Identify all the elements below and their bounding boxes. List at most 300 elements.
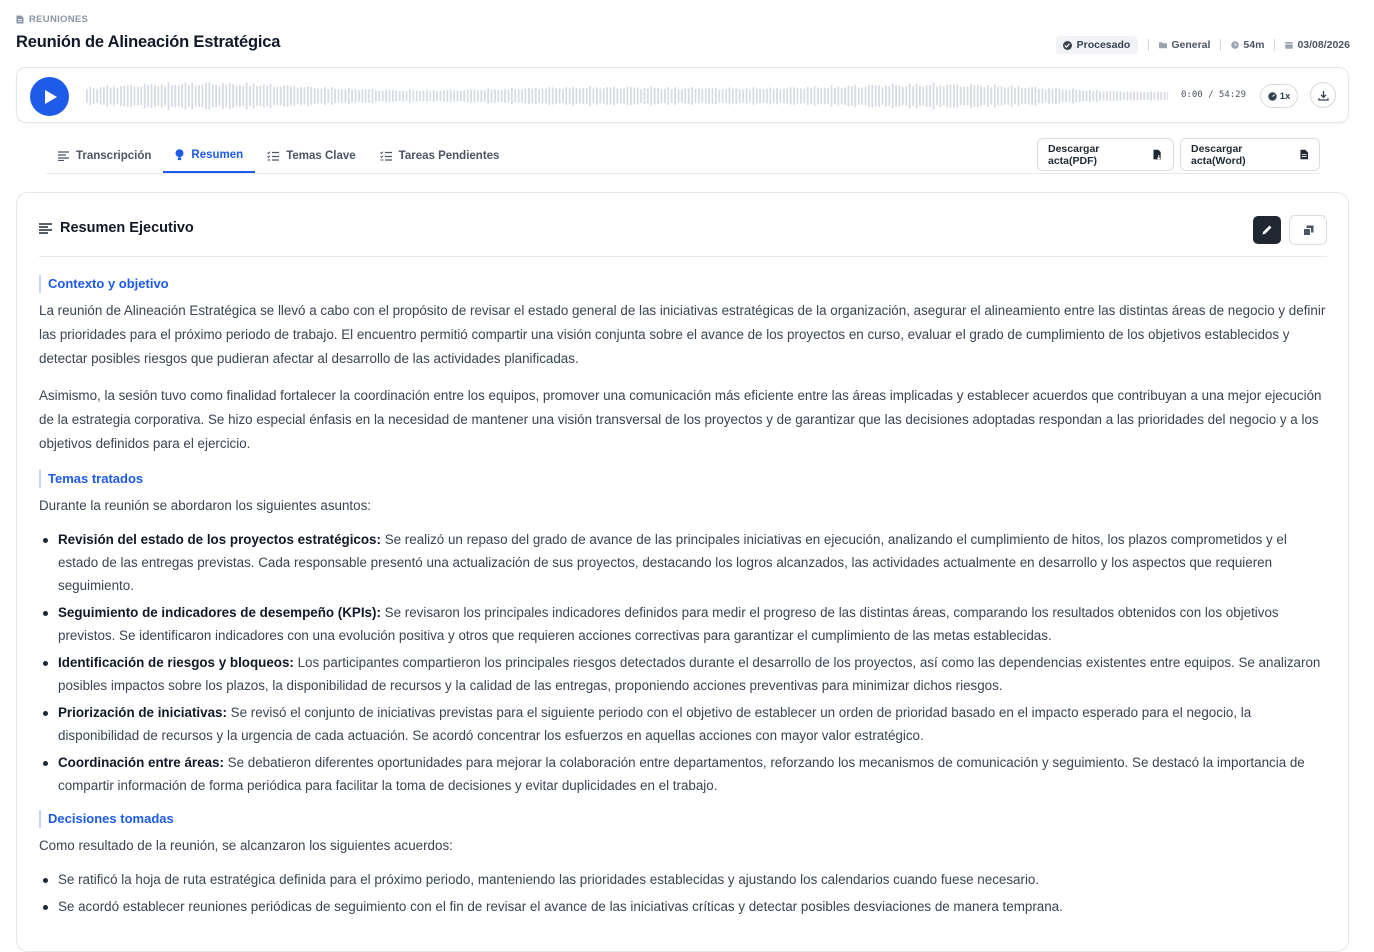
waveform-bar: [222, 83, 224, 109]
divider: [1220, 39, 1221, 51]
waveform-bar: [837, 86, 839, 106]
waveform-bar: [939, 85, 941, 108]
waveform-bar: [827, 88, 829, 104]
tab-transcripcion[interactable]: [46, 138, 163, 173]
list-item: [39, 868, 1329, 891]
waveform-bar: [1096, 90, 1098, 103]
waveform-bar: [1089, 90, 1091, 102]
waveform-bar: [882, 87, 884, 105]
waveform-bar: [151, 84, 153, 108]
tab-label: Transcripción: [76, 149, 152, 162]
waveform-bar: [973, 85, 975, 107]
waveform-bar: [695, 89, 697, 103]
waveform-bar: [1021, 88, 1023, 104]
waveform-bar: [718, 89, 720, 103]
waveform-bar: [1055, 88, 1057, 104]
date-meta: [1285, 39, 1350, 51]
waveform-bar: [501, 90, 503, 103]
waveform-bar: [239, 85, 241, 107]
waveform-bar: [926, 85, 928, 107]
waveform-bar: [946, 85, 948, 108]
waveform-bar: [919, 86, 921, 107]
waveform-bar: [579, 89, 581, 104]
waveform-bar: [905, 86, 907, 106]
waveform-bar: [137, 87, 139, 106]
waveform-bar: [650, 86, 652, 105]
item-text: Se ratificó la hoja de ruta estratégica definida para el próximo periodo, manteniendo las prioridades establecidas y ajustando los calendarios cuando fuese necesario.: [58, 872, 1040, 887]
waveform-bar: [824, 87, 826, 104]
edit-button[interactable]: [1253, 216, 1281, 244]
waveform-bar: [810, 88, 812, 105]
status-badge: [1056, 36, 1139, 54]
audio-waveform[interactable]: [85, 82, 1168, 110]
waveform-bar: [800, 88, 802, 104]
waveform-bar: [851, 87, 853, 106]
audio-player: [16, 67, 1349, 123]
waveform-bar: [225, 84, 227, 107]
time-display: 0:00 / 54:29: [1181, 90, 1247, 100]
waveform-bar: [817, 87, 819, 105]
waveform-bar: [110, 88, 112, 105]
summary-header: [39, 220, 194, 236]
duration-label: 54m: [1243, 39, 1265, 51]
waveform-bar: [746, 88, 748, 104]
download-word-button[interactable]: [1180, 138, 1320, 171]
waveform-bar: [419, 91, 421, 101]
lines-icon: [58, 151, 69, 161]
waveform-bar: [1072, 89, 1074, 104]
waveform-bar: [433, 90, 435, 103]
waveform-bar: [603, 88, 605, 105]
view-tabs: [46, 138, 511, 174]
waveform-bar: [848, 86, 850, 107]
waveform-bar: [154, 85, 156, 107]
tab-temas-clave[interactable]: [255, 138, 367, 173]
waveform-bar: [181, 84, 183, 108]
waveform-bar: [708, 88, 710, 104]
waveform-bar: [497, 90, 499, 103]
tabs-divider: [46, 173, 1320, 174]
waveform-bar: [582, 88, 584, 105]
calendar-icon: [1285, 41, 1293, 49]
waveform-bar: [178, 85, 180, 106]
waveform-bar: [759, 89, 761, 103]
waveform-bar: [276, 87, 278, 106]
waveform-bar: [820, 88, 822, 104]
waveform-bar: [664, 88, 666, 103]
waveform-bar: [596, 87, 598, 105]
waveform-bar: [674, 87, 676, 105]
copy-icon: [1303, 225, 1314, 236]
copy-button[interactable]: [1289, 215, 1327, 245]
waveform-bar: [1140, 92, 1142, 101]
waveform-bar: [144, 83, 146, 108]
waveform-bar: [242, 86, 244, 107]
list-item: [39, 895, 1329, 918]
waveform-bar: [1150, 91, 1152, 101]
waveform-bar: [508, 89, 510, 102]
item-lead: Priorización de iniciativas:: [58, 705, 227, 720]
summary-content: [39, 275, 1329, 922]
waveform-bar: [208, 82, 210, 110]
speed-label: 1x: [1279, 90, 1291, 102]
waveform-bar: [552, 87, 554, 105]
waveform-bar: [453, 90, 455, 101]
waveform-bar: [616, 89, 618, 104]
waveform-bar: [504, 89, 506, 104]
waveform-bar: [436, 91, 438, 101]
waveform-bar: [933, 83, 935, 110]
waveform-bar: [640, 89, 642, 104]
waveform-bar: [749, 89, 751, 103]
waveform-bar: [790, 87, 792, 105]
waveform-bar: [994, 84, 996, 108]
waveform-bar: [270, 83, 272, 108]
waveform-bar: [1075, 90, 1077, 102]
waveform-bar: [426, 90, 428, 103]
waveform-bar: [589, 86, 591, 106]
waveform-bar: [212, 84, 214, 107]
waveform-bar: [1041, 88, 1043, 103]
waveform-bar: [667, 87, 669, 106]
waveform-bar: [423, 91, 425, 102]
list-item: [39, 701, 1329, 747]
waveform-bar: [113, 86, 115, 105]
waveform-bar: [844, 87, 846, 105]
document-icon: [16, 15, 24, 24]
waveform-bar: [1126, 92, 1128, 101]
word-file-icon: [1300, 149, 1309, 160]
waveform-bar: [1011, 85, 1013, 107]
list-item: [39, 601, 1329, 647]
waveform-bar: [174, 85, 176, 108]
waveform-bar: [562, 89, 564, 104]
waveform-bar: [987, 85, 989, 107]
waveform-bar: [351, 90, 353, 103]
waveform-bar: [871, 85, 873, 108]
waveform-bar: [416, 91, 418, 102]
waveform-bar: [803, 89, 805, 104]
waveform-bar: [902, 87, 904, 106]
waveform-bar: [467, 90, 469, 102]
waveform-bar: [443, 90, 445, 101]
waveform-bar: [334, 89, 336, 104]
waveform-bar: [331, 87, 333, 105]
waveform-bar: [657, 88, 659, 104]
waveform-bar: [1024, 88, 1026, 104]
waveform-bar: [1065, 90, 1067, 103]
waveform-bar: [1154, 92, 1156, 100]
waveform-bar: [586, 88, 588, 104]
waveform-bar: [929, 85, 931, 107]
waveform-bar: [283, 85, 285, 107]
waveform-bar: [953, 84, 955, 108]
waveform-bar: [559, 89, 561, 104]
waveform-bar: [375, 90, 377, 101]
waveform-bar: [831, 85, 833, 107]
waveform-bar: [463, 90, 465, 103]
waveform-bar: [555, 88, 557, 104]
waveform-bar: [304, 87, 306, 104]
waveform-bar: [198, 85, 200, 107]
download-audio-button[interactable]: [1310, 82, 1336, 108]
waveform-bar: [1157, 91, 1159, 101]
waveform-bar: [440, 91, 442, 102]
waveform-bar: [963, 86, 965, 105]
waveform-bar: [134, 87, 136, 106]
waveform-bar: [314, 88, 316, 105]
waveform-bar: [474, 89, 476, 102]
waveform-bar: [732, 89, 734, 104]
waveform-bar: [372, 89, 374, 103]
waveform-bar: [630, 87, 632, 105]
waveform-bar: [899, 85, 901, 106]
waveform-bar: [950, 84, 952, 108]
waveform-bar: [229, 83, 231, 110]
waveform-bar: [834, 88, 836, 105]
waveform-bar: [195, 86, 197, 107]
list-item: [39, 651, 1329, 697]
waveform-bar: [620, 89, 622, 104]
waveform-bar: [763, 89, 765, 103]
waveform-bar: [766, 88, 768, 103]
waveform-bar: [202, 84, 204, 108]
waveform-bar: [1045, 89, 1047, 103]
waveform-bar: [205, 83, 207, 110]
waveform-bar: [1137, 91, 1139, 100]
section-title: Contexto y objetivo: [39, 275, 1329, 293]
waveform-bar: [392, 90, 394, 102]
waveform-bar: [535, 88, 537, 105]
waveform-bar: [1113, 91, 1115, 102]
waveform-bar: [644, 87, 646, 104]
waveform-bar: [324, 87, 326, 106]
waveform-bar: [967, 86, 969, 105]
waveform-bar: [637, 88, 639, 105]
waveform-bar: [627, 87, 629, 106]
waveform-bar: [280, 87, 282, 106]
waveform-bar: [735, 88, 737, 104]
waveform-bar: [521, 89, 523, 103]
tab-label: Resumen: [191, 148, 244, 161]
waveform-bar: [382, 90, 384, 101]
waveform-bar: [1109, 91, 1111, 101]
waveform-bar: [1052, 89, 1054, 104]
waveform-bar: [460, 91, 462, 102]
waveform-bar: [511, 88, 513, 105]
tab-resumen[interactable]: [163, 138, 255, 173]
waveform-bar: [1048, 88, 1050, 104]
waveform-bar: [1143, 92, 1145, 100]
waveform-bar: [518, 89, 520, 103]
waveform-bar: [610, 87, 612, 105]
playback-speed-button[interactable]: [1260, 84, 1298, 108]
waveform-bar: [327, 89, 329, 104]
item-lead: Seguimiento de indicadores de desempeño (KPIs):: [58, 605, 381, 620]
waveform-bar: [742, 89, 744, 103]
waveform-bar: [1116, 91, 1118, 101]
waveform-bar: [576, 88, 578, 105]
waveform-bar: [484, 90, 486, 102]
card-divider: [39, 256, 1327, 257]
waveform-bar: [89, 86, 91, 105]
waveform-bar: [729, 87, 731, 104]
waveform-bar: [623, 88, 625, 104]
summary-heading: Resumen Ejecutivo: [60, 220, 194, 236]
waveform-bar: [722, 89, 724, 103]
waveform-bar: [171, 85, 173, 107]
waveform-bar: [1092, 91, 1094, 102]
waveform-bar: [365, 89, 367, 103]
waveform-bar: [1106, 91, 1108, 101]
waveform-bar: [348, 88, 350, 105]
waveform-bar: [1004, 87, 1006, 104]
play-icon: [45, 90, 57, 104]
waveform-bar: [756, 89, 758, 103]
waveform-bar: [106, 85, 108, 107]
waveform-bar: [647, 89, 649, 104]
waveform-bar: [1058, 89, 1060, 104]
waveform-bar: [450, 89, 452, 102]
waveform-bar: [1038, 88, 1040, 103]
waveform-bar: [378, 91, 380, 102]
waveform-bar: [236, 86, 238, 107]
waveform-bar: [776, 88, 778, 105]
waveform-bar: [661, 89, 663, 103]
waveform-bar: [780, 89, 782, 103]
waveform-bar: [259, 86, 261, 107]
waveform-bar: [446, 90, 448, 102]
waveform-bar: [868, 85, 870, 107]
waveform-bar: [219, 86, 221, 106]
waveform-bar: [130, 85, 132, 108]
waveform-bar: [117, 88, 119, 105]
waveform-bar: [487, 88, 489, 103]
gauge-icon: [1268, 92, 1277, 101]
tab-tareas-pendientes[interactable]: [368, 138, 512, 173]
waveform-bar: [531, 89, 533, 104]
topics-list: [39, 528, 1329, 797]
download-icon: [1318, 90, 1329, 101]
waveform-bar: [147, 85, 149, 107]
waveform-bar: [470, 89, 472, 103]
waveform-bar: [712, 88, 714, 104]
waveform-bar: [1099, 91, 1101, 101]
waveform-bar: [266, 86, 268, 107]
waveform-bar: [1167, 92, 1168, 101]
waveform-bar: [769, 87, 771, 105]
waveform-bar: [86, 89, 88, 103]
waveform-bar: [1028, 88, 1030, 105]
waveform-bar: [678, 89, 680, 104]
status-label: Procesado: [1076, 39, 1131, 51]
waveform-bar: [977, 85, 979, 107]
waveform-bar: [814, 86, 816, 106]
waveform-bar: [681, 89, 683, 103]
checklist-icon: [380, 151, 392, 161]
waveform-bar: [293, 86, 295, 106]
waveform-bar: [606, 87, 608, 105]
waveform-bar: [368, 89, 370, 103]
waveform-bar: [100, 87, 102, 105]
pdf-file-icon: [1153, 149, 1163, 160]
waveform-bar: [361, 89, 363, 102]
waveform-bar: [1130, 92, 1132, 101]
waveform-bar: [875, 85, 877, 106]
checklist-icon: [267, 151, 279, 161]
page-title: Reunión de Alineación Estratégica: [16, 33, 281, 51]
waveform-bar: [307, 86, 309, 107]
item-lead: Revisión del estado de los proyectos estratégicos:: [58, 532, 381, 547]
waveform-bar: [1062, 90, 1064, 103]
waveform-bar: [698, 88, 700, 103]
waveform-bar: [263, 84, 265, 108]
waveform-bar: [1120, 91, 1122, 101]
list-item: [39, 528, 1329, 597]
waveform-bar: [409, 89, 411, 102]
waveform-bar: [127, 85, 129, 107]
waveform-bar: [545, 88, 547, 103]
download-pdf-button[interactable]: [1037, 138, 1174, 171]
waveform-bar: [402, 90, 404, 102]
waveform-bar: [807, 87, 809, 106]
section-intro: Durante la reunión se abordaron los siguientes asuntos:: [39, 498, 372, 513]
waveform-bar: [970, 84, 972, 109]
waveform-bar: [103, 87, 105, 106]
tab-label: Temas Clave: [286, 149, 356, 162]
waveform-bar: [569, 88, 571, 104]
waveform-bar: [1069, 90, 1071, 102]
waveform-bar: [253, 84, 255, 108]
waveform-bar: [215, 85, 217, 108]
waveform-bar: [841, 88, 843, 105]
play-button[interactable]: [30, 77, 69, 116]
waveform-bar: [480, 90, 482, 102]
waveform-bar: [912, 86, 914, 106]
waveform-bar: [895, 85, 897, 108]
decisions-list: [39, 868, 1329, 918]
download-word-label: Descargar acta(Word): [1191, 142, 1246, 167]
waveform-bar: [1007, 87, 1009, 106]
waveform-bar: [909, 83, 911, 109]
waveform-bar: [980, 86, 982, 106]
waveform-bar: [273, 87, 275, 105]
item-text: Se revisaron los principales indicadores definidos para medir el progreso de las distintas áreas, comparando los resultados obtenidos con los objetivos previstos. Se identificaron indicadores con una evolución positiva y otros que requieren acciones correctivas para garantizar el cumplimiento de las metas establecidas.: [58, 605, 1279, 643]
waveform-bar: [773, 89, 775, 104]
paragraph: Asimismo, la sesión tuvo como finalidad fortalecer la coordinación entre los equipos, promover una comunicación más eficiente entre las áreas implicadas y establecer acuerdos que contribuyan a una mejor ejecución de la estrategia corporativa. Se hizo especial énfasis en la necesidad de mantener una visión transversal de los proyectos y de garantizar que las decisiones adoptadas respondan a las prioridades del negocio y a los objetivos definidos para el ejercicio.: [39, 388, 1322, 451]
waveform-bar: [525, 88, 527, 104]
category-label: General: [1171, 39, 1211, 51]
waveform-bar: [797, 88, 799, 104]
waveform-bar: [865, 87, 867, 106]
waveform-bar: [185, 82, 187, 110]
waveform-bar: [161, 84, 163, 108]
folder-icon: [1159, 41, 1167, 49]
waveform-bar: [188, 85, 190, 108]
waveform-bar: [395, 90, 397, 102]
divider: [1274, 39, 1275, 51]
waveform-bar: [1123, 92, 1125, 100]
waveform-bar: [565, 87, 567, 106]
section-intro: Como resultado de la reunión, se alcanzaron los siguientes acuerdos:: [39, 838, 453, 853]
breadcrumb[interactable]: [16, 14, 88, 25]
waveform-bar: [892, 83, 894, 108]
download-pdf-label: Descargar acta(PDF): [1048, 142, 1100, 167]
waveform-bar: [684, 88, 686, 104]
waveform-bar: [671, 89, 673, 103]
section-title: Decisiones tomadas: [39, 810, 1329, 828]
waveform-bar: [990, 87, 992, 104]
